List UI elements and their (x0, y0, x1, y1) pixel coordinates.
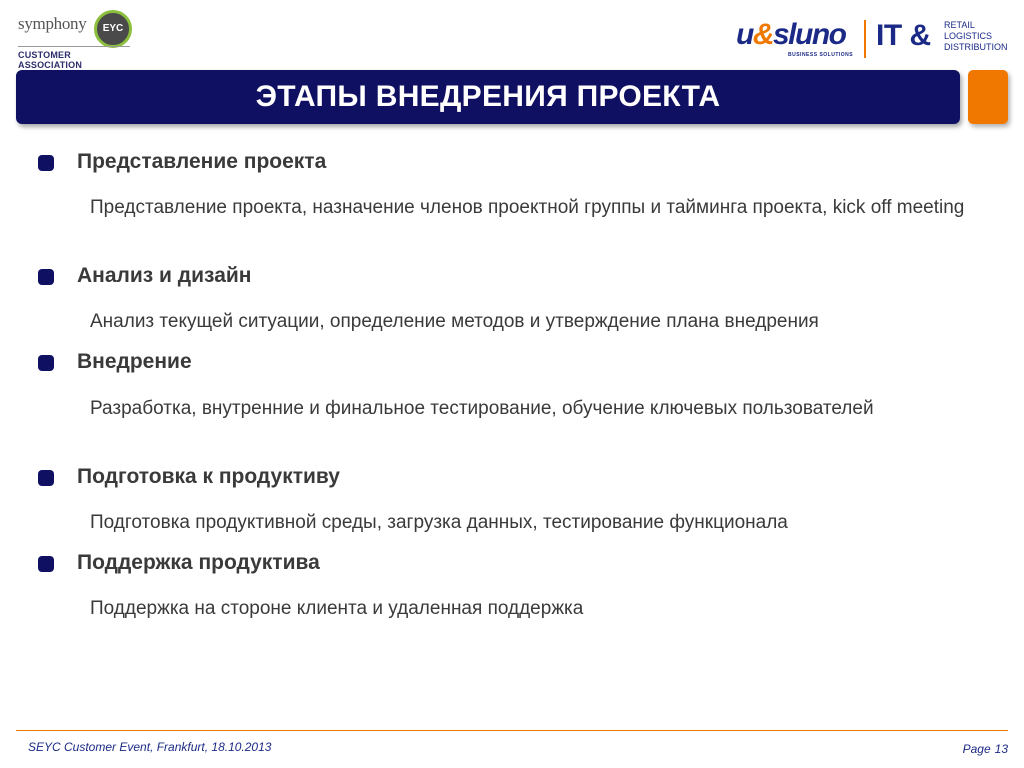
footer-event: SEYC Customer Event, Frankfurt, 18.10.2013 (28, 740, 272, 754)
stage-item (38, 463, 978, 493)
page-number: 13 (994, 742, 1008, 756)
stage-item (38, 262, 978, 292)
stage-description: Разработка, внутренние и финальное тестирование, обучение ключевых пользователей (90, 398, 874, 419)
bullet-marker (38, 470, 54, 486)
stage-description: Анализ текущей ситуации, определение методов и утверждение плана внедрения (90, 311, 819, 332)
stage-heading: Подготовка к продуктиву (77, 465, 340, 488)
stage-heading: Поддержка продуктива (77, 551, 320, 574)
logo-divider (18, 46, 130, 47)
usluno-wordmark: u&sluno (736, 18, 846, 51)
customer-association-caption: CUSTOMER ASSOCIATION (18, 50, 83, 70)
slide-title: ЭТАПЫ ВНЕДРЕНИЯ ПРОЕКТА (255, 80, 721, 113)
stage-heading: Представление проекта (77, 150, 327, 173)
bullet-marker (38, 355, 54, 371)
usluno-logo (736, 14, 1016, 64)
business-solutions-tagline: BUSINESS SOLUTIONS (788, 52, 854, 58)
page-label: Page (962, 742, 991, 756)
logo-separator (864, 20, 866, 58)
bullet-marker (38, 556, 54, 572)
bullet-marker (38, 269, 54, 285)
symphony-wordmark: symphony (18, 14, 87, 33)
page-indicator (959, 742, 1008, 756)
bullet-marker (38, 155, 54, 171)
stage-item (38, 549, 978, 579)
stage-description: Представление проекта, назначение членов проектной группы и тайминга проекта, kick off meeting (90, 197, 965, 218)
footer-divider (16, 730, 1008, 731)
stage-heading: Анализ и дизайн (77, 264, 252, 287)
stage-description: Подготовка продуктивной среды, загрузка данных, тестирование функционала (90, 512, 788, 533)
stage-item (38, 348, 978, 378)
symphony-eyc-logo (14, 8, 134, 70)
stage-heading: Внедрение (77, 350, 192, 373)
stage-item (38, 148, 978, 178)
retail-logistics-distribution: RETAIL LOGISTICS DISTRIBUTION (944, 20, 1008, 52)
title-accent-block (968, 70, 1008, 124)
title-bar (16, 70, 960, 124)
eyc-badge: EYC (94, 10, 132, 48)
it-wordmark: IT & (876, 19, 931, 52)
stage-description: Поддержка на стороне клиента и удаленная поддержка (90, 598, 584, 619)
